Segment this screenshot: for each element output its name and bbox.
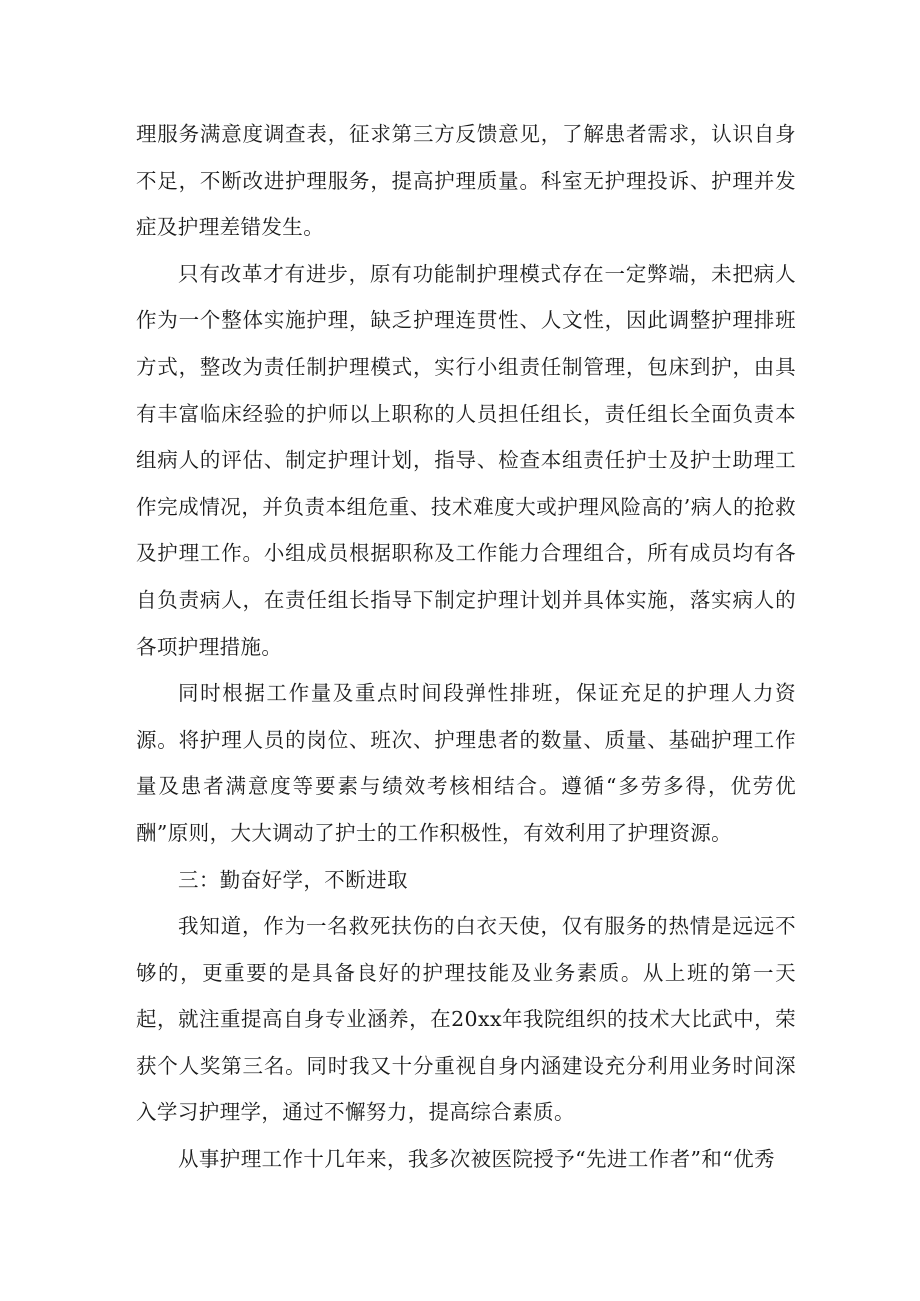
paragraph-3: 同时根据工作量及重点时间段弹性排班，保证充足的护理人力资源。将护理人员的岗位、班次、护理患者的数量、质量、基础护理工作量及患者满意度等要素与绩效考核相结合。遵循“多劳多得，优劳优酬”原则，大大调动了护士的工作积极性，有效利用了护理资源。 (136, 681, 796, 845)
document-page (136, 111, 796, 1183)
paragraph-2: 只有改革才有进步，原有功能制护理模式存在一定弊端，未把病人作为一个整体实施护理，缺乏护理连贯性、人文性，因此调整护理排班方式，整改为责任制护理模式，实行小组责任制管理，包床到护，由具有丰富临床经验的护师以上职称的人员担任组长，责任组长全面负责本组病人的评估、制定护理计划，指导、检查本组责任护士及护士助理工作完成情况，并负责本组危重、技术难度大或护理风险高的’病人的抢救及护理工作。小组成员根据职称及工作能力合理组合，所有成员均有各自负责病人，在责任组长指导下制定护理计划并具体实施，落实病人的各项护理措施。 (136, 261, 796, 659)
paragraph-5: 从事护理工作十几年来，我多次被医院授予“先进工作者”和“优秀 (178, 1147, 775, 1172)
section-heading: 三：勤奋好学，不断进取 (178, 867, 408, 892)
paragraph-1: 理服务满意度调查表，征求第三方反馈意见，了解患者需求，认识自身不足，不断改进护理服务，提高护理质量。科室无护理投诉、护理并发症及护理差错发生。 (136, 122, 796, 240)
paragraph-4: 我知道，作为一名救死扶伤的白衣天使，仅有服务的热情是远远不够的，更重要的是具备良好的护理技能及业务素质。从上班的第一天起，就注重提高自身专业涵养，在20xx年我院组织的技术大比武中，荣获个人奖第三名。同时我又十分重视自身内涵建设充分利用业务时间深入学习护理学，通过不懈努力，提高综合素质。 (136, 914, 796, 1125)
